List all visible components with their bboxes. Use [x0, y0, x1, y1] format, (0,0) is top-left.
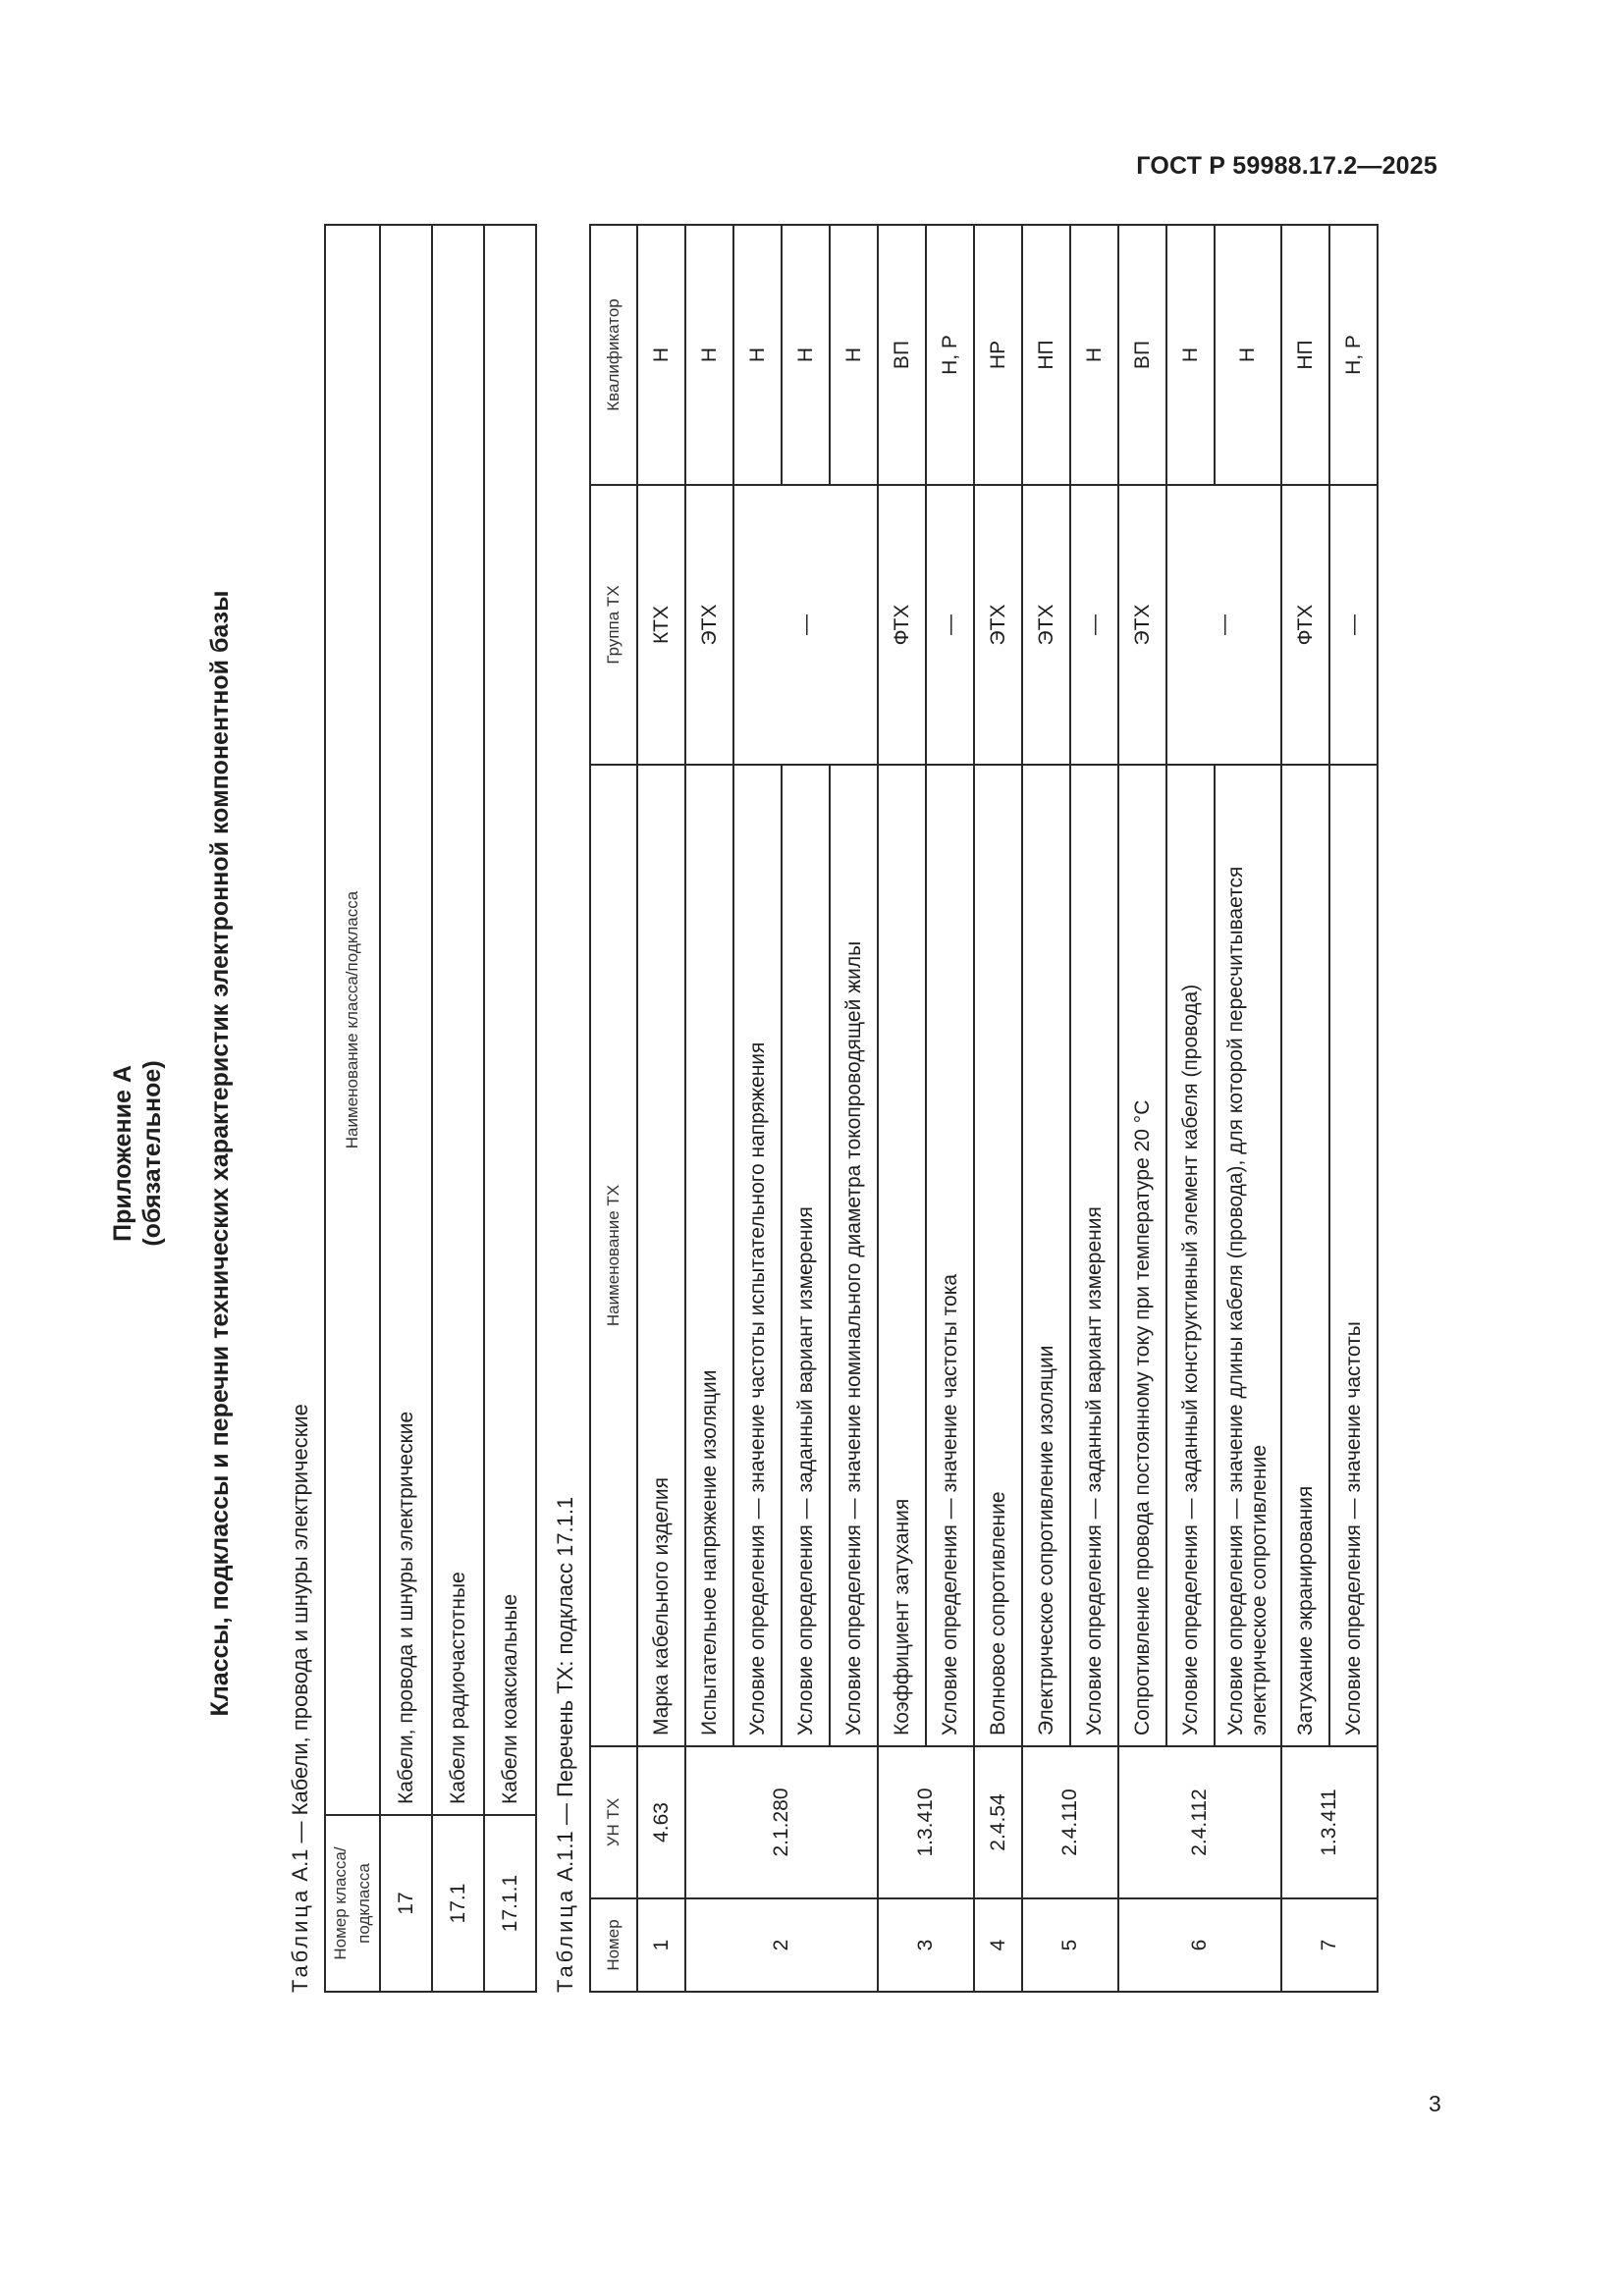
table-a1: [324, 224, 537, 1993]
row-code: 2.4.110: [1022, 1746, 1118, 1898]
appendix-label: Приложение А: [109, 1065, 136, 1242]
table-a1-caption: [288, 1404, 313, 1993]
row-group: —: [926, 485, 974, 765]
row-code: 1.3.411: [1281, 1746, 1378, 1898]
caption-prefix: Таблица: [288, 1887, 312, 1993]
table-row: [926, 225, 974, 1992]
table-row: [733, 225, 782, 1992]
table-row: [1166, 225, 1215, 1992]
row-number: 1: [637, 1898, 685, 1992]
class-number: 17.1.1: [484, 1815, 536, 1992]
row-qualifier: Н: [1166, 225, 1215, 485]
row-qualifier: НП: [1281, 225, 1329, 485]
appendix-heading: [108, 226, 167, 2081]
header-code: УН ТХ: [590, 1746, 637, 1898]
row-name: Коэффициент затухания: [878, 765, 926, 1746]
row-group: —: [1329, 485, 1378, 765]
class-number: 17: [380, 1815, 432, 1992]
row-code: 2.4.54: [974, 1746, 1022, 1898]
table-row: [1118, 225, 1166, 1992]
row-name: Условие определения — заданный вариант измерения: [782, 765, 830, 1746]
table-row: [1022, 225, 1070, 1992]
row-qualifier: ВП: [1118, 225, 1166, 485]
row-number: 3: [878, 1898, 974, 1992]
row-name: Испытательное напряжение изоляции: [685, 765, 733, 1746]
header-class-name: Наименование класса/подкласса: [325, 225, 380, 1815]
table-row: [380, 225, 432, 1992]
row-group: ЭТХ: [1118, 485, 1166, 765]
row-group: КТХ: [637, 485, 685, 765]
row-number: 4: [974, 1898, 1022, 1992]
row-code: 4.63: [637, 1746, 685, 1898]
row-group: —: [733, 485, 878, 765]
row-name: Условие определения — заданный вариант измерения: [1070, 765, 1118, 1746]
row-qualifier: Н: [637, 225, 685, 485]
row-group: ЭТХ: [974, 485, 1022, 765]
row-name: Условие определения — значение номинального диаметра токопроводящей жилы: [830, 765, 878, 1746]
row-name: Условие определения — значение частоты: [1329, 765, 1378, 1746]
table-a11-caption: [553, 1497, 578, 1993]
header-class-number: Номер класса/подкласса: [325, 1815, 380, 1992]
standard-id: ГОСТ Р 59988.17.2—2025: [1136, 152, 1437, 180]
table-a11: [589, 224, 1379, 1993]
class-name: Кабели радиочастотные: [432, 225, 484, 1815]
row-name: Условие определения — значение частоты тока: [926, 765, 974, 1746]
row-number: 7: [1281, 1898, 1378, 1992]
class-name: Кабели, провода и шнуры электрические: [380, 225, 432, 1815]
row-code: 2.1.280: [685, 1746, 878, 1898]
table-row: [432, 225, 484, 1992]
row-qualifier: Н: [733, 225, 782, 485]
row-code: 2.4.112: [1118, 1746, 1281, 1898]
table-row: [685, 225, 733, 1992]
row-group: ФТХ: [878, 485, 926, 765]
header-group: Группа ТХ: [590, 485, 637, 765]
table-row: [878, 225, 926, 1992]
table-header-row: [590, 225, 637, 1992]
row-name: Марка кабельного изделия: [637, 765, 685, 1746]
row-group: —: [1070, 485, 1118, 765]
class-number: 17.1: [432, 1815, 484, 1992]
row-qualifier: Н: [1215, 225, 1281, 485]
row-name: Условие определения — заданный конструктивный элемент кабеля (провода): [1166, 765, 1215, 1746]
table-row: [1329, 225, 1378, 1992]
row-number: 5: [1022, 1898, 1118, 1992]
caption-text: А.1 — Кабели, провода и шнуры электрические: [288, 1404, 312, 1882]
row-qualifier: Н, Р: [1329, 225, 1378, 485]
row-group: —: [1166, 485, 1281, 765]
row-group: ЭТХ: [685, 485, 733, 765]
row-qualifier: Н: [830, 225, 878, 485]
header-name: Наименование ТХ: [590, 765, 637, 1746]
row-name: Сопротивление провода постоянному току при температуре 20 °С: [1118, 765, 1166, 1746]
row-qualifier: Н, Р: [926, 225, 974, 485]
row-qualifier: ВП: [878, 225, 926, 485]
row-number: 6: [1118, 1898, 1281, 1992]
row-group: ЭТХ: [1022, 485, 1070, 765]
row-name: Условие определения — значение частоты испытательного напряжения: [733, 765, 782, 1746]
class-name: Кабели коаксиальные: [484, 225, 536, 1815]
table-row: [637, 225, 685, 1992]
page-number: 3: [1429, 2091, 1441, 2116]
row-qualifier: Н: [1070, 225, 1118, 485]
table-row: [1281, 225, 1329, 1992]
table-row: [484, 225, 536, 1992]
caption-prefix: Таблица: [553, 1887, 577, 1993]
row-qualifier: НП: [1022, 225, 1070, 485]
row-qualifier: Н: [685, 225, 733, 485]
main-title: Классы, подклассы и перечни технических характеристик электронной компонентной базы: [206, 590, 234, 1717]
row-qualifier: Н: [782, 225, 830, 485]
row-code: 1.3.410: [878, 1746, 974, 1898]
table-header-row: [325, 225, 380, 1992]
row-name: Волновое сопротивление: [974, 765, 1022, 1746]
row-group: ФТХ: [1281, 485, 1329, 765]
row-number: 2: [685, 1898, 878, 1992]
header-qualifier: Квалификатор: [590, 225, 637, 485]
caption-text: А.1.1 — Перечень ТХ: подкласс 17.1.1: [553, 1496, 577, 1882]
row-name: Условие определения — значение длины кабеля (провода), для которой пересчитывается электрическое сопротивление: [1215, 765, 1281, 1746]
table-row: [1070, 225, 1118, 1992]
row-name: Электрическое сопротивление изоляции: [1022, 765, 1070, 1746]
row-name: Затухание экранирования: [1281, 765, 1329, 1746]
rotated-content: [108, 226, 1424, 2081]
table-row: [974, 225, 1022, 1992]
header-number: Номер: [590, 1898, 637, 1992]
row-qualifier: НР: [974, 225, 1022, 485]
appendix-status: (обязательное): [138, 1060, 166, 1247]
